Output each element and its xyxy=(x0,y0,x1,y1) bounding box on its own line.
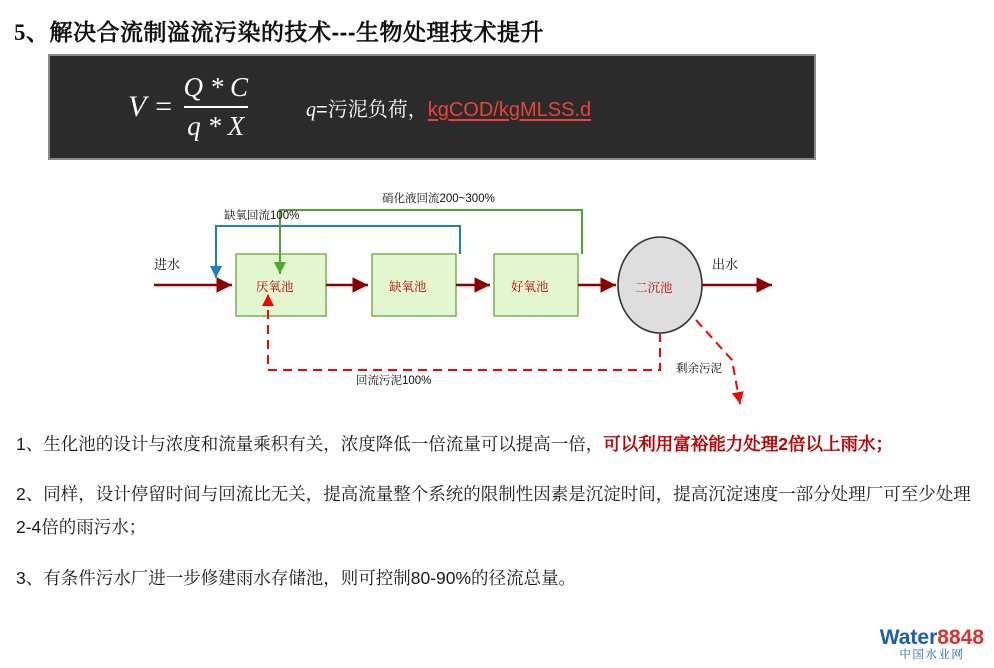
page-title-number: 5、 xyxy=(14,20,50,45)
formula-band xyxy=(48,54,816,160)
formula-annotation-text: =污泥负荷， xyxy=(316,98,428,121)
formula-annotation-symbol: q xyxy=(306,98,317,121)
logo-subtitle: 中国水业网 xyxy=(899,649,965,662)
formula-annotation xyxy=(306,93,591,122)
site-logo xyxy=(880,626,984,662)
label-influent: 进水 xyxy=(154,257,181,272)
paragraph-1-plain: 1、生化池的设计与浓度和流量乘积有关，浓度降低一倍流量可以提高一倍， xyxy=(16,433,604,454)
formula-lhs: V = xyxy=(128,90,174,123)
paragraph-2-plain: 2、同样，设计停留时间与回流比无关，提高流量整个系统的限制性因素是沉淀时间，提高沉淀速度一部分处理厂可至少处理2-4倍的雨污水； xyxy=(16,484,971,537)
tank-label-anaerobic: 厌氧池 xyxy=(256,280,294,294)
page-title-text: 解决合流制溢流污染的技术---生物处理技术提升 xyxy=(49,19,544,45)
label-waste-sludge: 剩余污泥 xyxy=(676,363,722,375)
logo-word: Water xyxy=(879,626,938,650)
page-title xyxy=(14,14,544,47)
paragraph-1-highlight: 可以利用富裕能力处理2倍以上雨水； xyxy=(603,433,893,454)
label-nitrified-return: 硝化液回流200~300% xyxy=(382,193,495,205)
logo-wordmark xyxy=(880,626,984,649)
sludge-return-line xyxy=(268,294,660,370)
logo-number: 8848 xyxy=(937,626,984,650)
tank-label-anoxic: 缺氧池 xyxy=(389,280,427,294)
paragraph-3 xyxy=(16,562,978,595)
tank-label-aerobic: 好氧池 xyxy=(511,280,549,294)
formula-fraction xyxy=(184,72,249,142)
body-text xyxy=(16,410,978,605)
paragraph-2 xyxy=(16,478,978,544)
formula-numerator: Q * C xyxy=(183,71,249,102)
label-effluent: 出水 xyxy=(712,257,739,272)
formula-annotation-units: kgCOD/kgMLSS.d xyxy=(427,98,592,121)
label-sludge-return: 回流污泥100% xyxy=(356,375,432,387)
formula-content xyxy=(50,72,814,142)
label-anoxic-return: 缺氧回流100% xyxy=(224,210,300,222)
formula-denominator: q * X xyxy=(187,111,245,141)
paragraph-1 xyxy=(16,428,978,461)
process-flow-diagram xyxy=(120,182,880,427)
tank-label-clarifier: 二沉池 xyxy=(635,281,673,295)
formula-fraction-bar xyxy=(184,106,249,108)
paragraph-3-plain: 3、有条件污水厂进一步修建雨水存储池，则可控制80-90%的径流总量。 xyxy=(16,567,577,588)
